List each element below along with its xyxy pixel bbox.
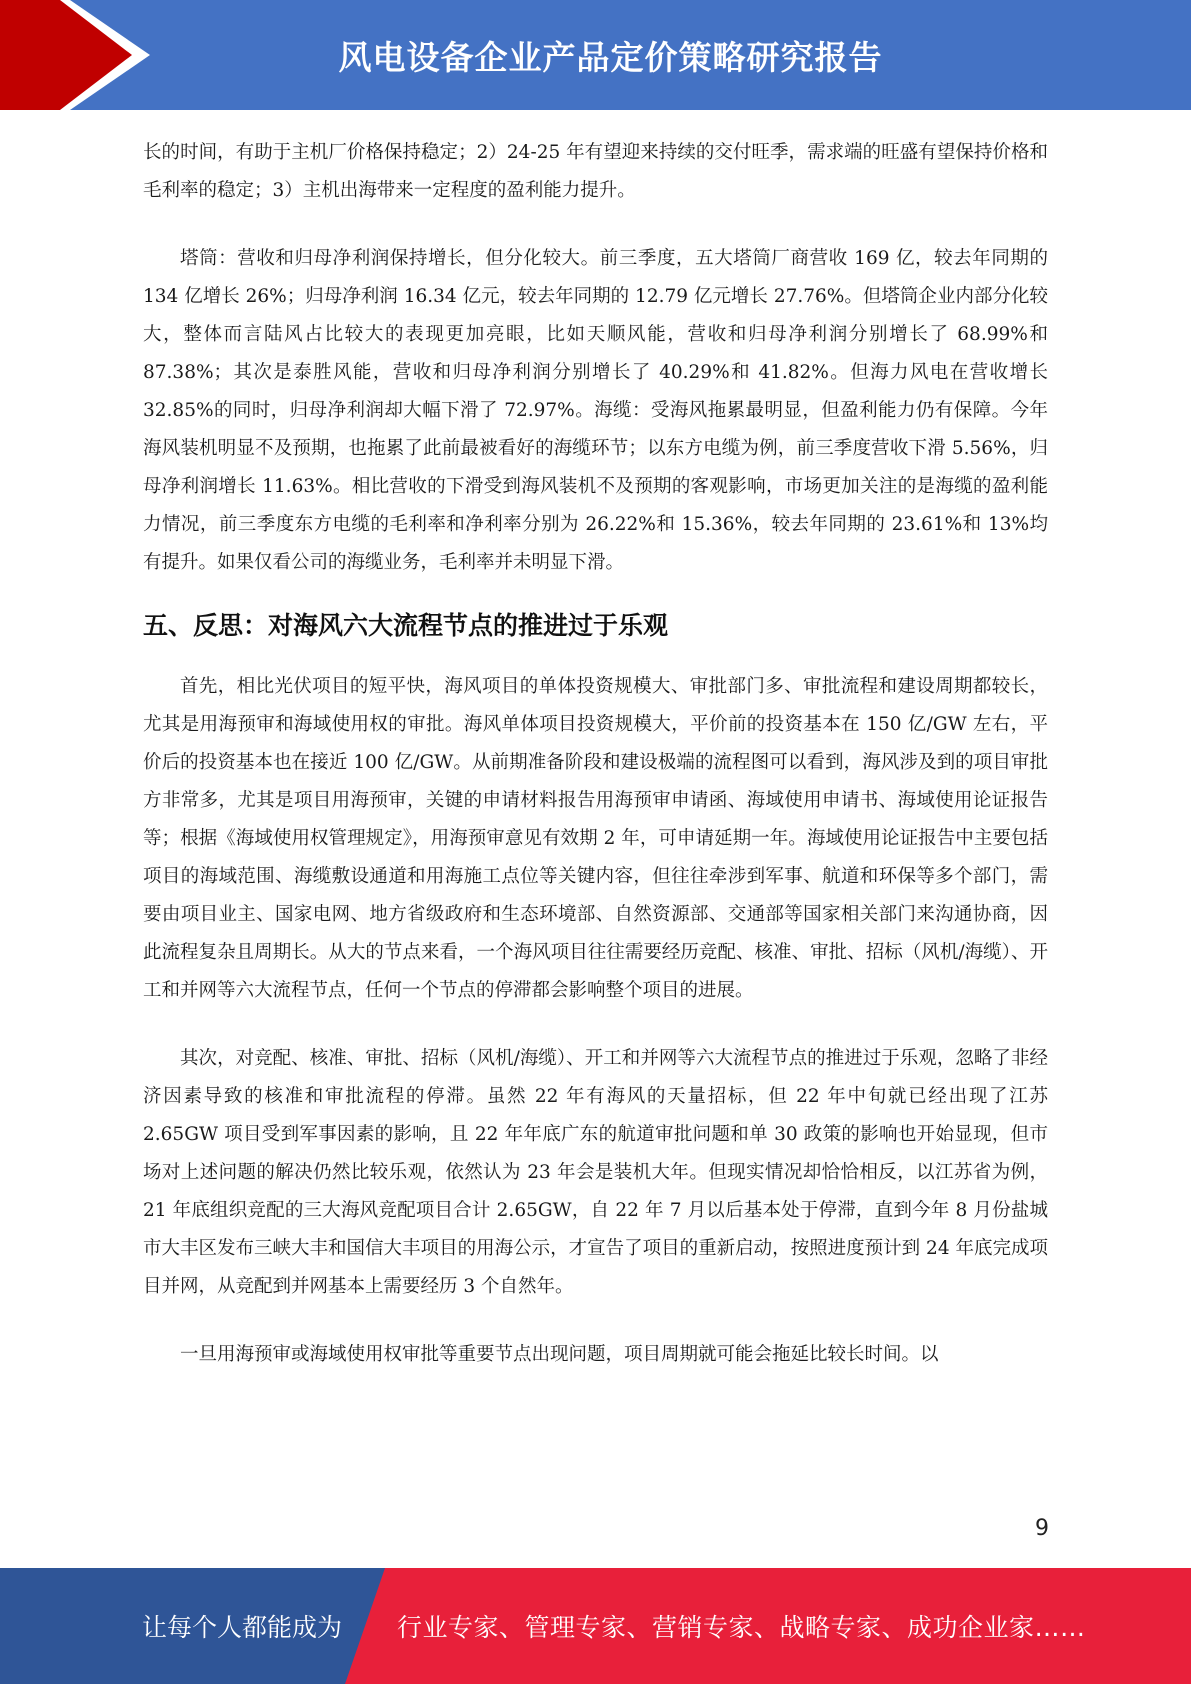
- page-header: [0, 0, 1191, 110]
- section-heading: 五、反思：对海风六大流程节点的推进过于乐观: [143, 611, 669, 640]
- page-footer: [0, 1568, 1191, 1684]
- paragraph-gap: [143, 1010, 1048, 1040]
- report-title: 风电设备企业产品定价策略研究报告: [338, 37, 883, 77]
- paragraph-continuation: 长的时间，有助于主机厂价格保持稳定；2）24-25 年有望迎来持续的交付旺季，需求端的旺盛有望保持价格和毛利率的稳定；3）主机出海带来一定程度的盈利能力提升。: [143, 142, 1048, 201]
- paragraph-first: 首先，相比光伏项目的短平快，海风项目的单体投资规模大、审批部门多、审批流程和建设周期都较长，尤其是用海预审和海域使用权的审批。海风单体项目投资规模大，平价前的投资基本在 150 亿/GW 左右，平价后的投资基本也在接近 100 亿/GW。从前期准备阶段和建设极端的流程图可以看到，海风涉及到的项目审批方非常多，尤其是项目用海预审，关键的申请材料报告用海预审申请函、海域使用申请书、海域使用论证报告等；根据《海域使用权管理规定》，用海预审意见有效期 2 年，可申请延期一年。海域使用论证报告中主要包括项目的海域范围、海缆敷设通道和用海施工点位等关键内容，但往往牵涉到军事、航道和环保等多个部门，需要由项目业主、国家电网、地方省级政府和生态环境部、自然资源部、交通部等国家相关部门来沟通协商，因此流程复杂且周期长。从大的节点来看，一个海风项目往往需要经历竞配、核准、审批、招标（风机/海缆）、开工和并网等六大流程节点，任何一个节点的停滞都会影响整个项目的进展。: [143, 676, 1048, 1001]
- header-arrow-graphic: [0, 0, 150, 110]
- paragraph-third: 一旦用海预审或海域使用权审批等重要节点出现问题，项目周期就可能会拖延比较长时间。以: [180, 1344, 939, 1365]
- paragraph-tower-cable: 塔筒：营收和归母净利润保持增长，但分化较大。前三季度，五大塔筒厂商营收 169 亿，较去年同期的 134 亿增长 26%；归母净利润 16.34 亿元，较去年同期的 12.79 亿元增长 27.76%。但塔筒企业内部分化较大，整体而言陆风占比较大的表现更加亮眼，比如天顺风能，营收和归母净利润分别增长了 68.99%和 87.38%；其次是泰胜风能，营收和归母净利润分别增长了 40.29%和 41.82%。但海力风电在营收增长 32.85%的同时，归母净利润却大幅下滑了 72.97%。海缆：受海风拖累最明显，但盈利能力仍有保障。今年海风装机明显不及预期，也拖累了此前最被看好的海缆环节；以东方电缆为例，前三季度营收下滑 5.56%，归母净利润增长 11.63%。相比营收的下滑受到海风装机不及预期的客观影响，市场更加关注的是海缆的盈利能力情况，前三季度东方电缆的毛利率和净利率分别为 26.22%和 15.36%，较去年同期的 23.61%和 13%均有提升。如果仅看公司的海缆业务，毛利率并未明显下滑。: [143, 248, 1048, 573]
- paragraph-second: 其次，对竞配、核准、审批、招标（风机/海缆）、开工和并网等六大流程节点的推进过于乐观，忽略了非经济因素导致的核准和审批流程的停滞。虽然 22 年有海风的天量招标，但 22 年中旬就已经出现了江苏 2.65GW 项目受到军事因素的影响，且 22 年年底广东的航道审批问题和单 30 政策的影响也开始显现，但市场对上述问题的解决仍然比较乐观，依然认为 23 年会是装机大年。但现实情况却恰恰相反，以江苏省为例，21 年底组织竞配的三大海风竞配项目合计 2.65GW，自 22 年 7 月以后基本处于停滞，直到今年 8 月份盐城市大丰区发布三峡大丰和国信大丰项目的用海公示，才宣告了项目的重新启动，按照进度预计到 24 年底完成项目并网，从竞配到并网基本上需要经历 3 个自然年。: [143, 1048, 1048, 1297]
- paragraph-gap: [143, 210, 1048, 240]
- paragraph-gap: [143, 1306, 1048, 1336]
- header-arrow-red: [0, 0, 132, 110]
- page-number: 9: [1035, 1516, 1049, 1541]
- footer-slogan-right: 行业专家、管理专家、营销专家、战略专家、成功企业家……: [397, 1613, 1086, 1642]
- footer-slogan-left: 让每个人都能成为: [142, 1613, 343, 1642]
- document-body: [143, 134, 1048, 1374]
